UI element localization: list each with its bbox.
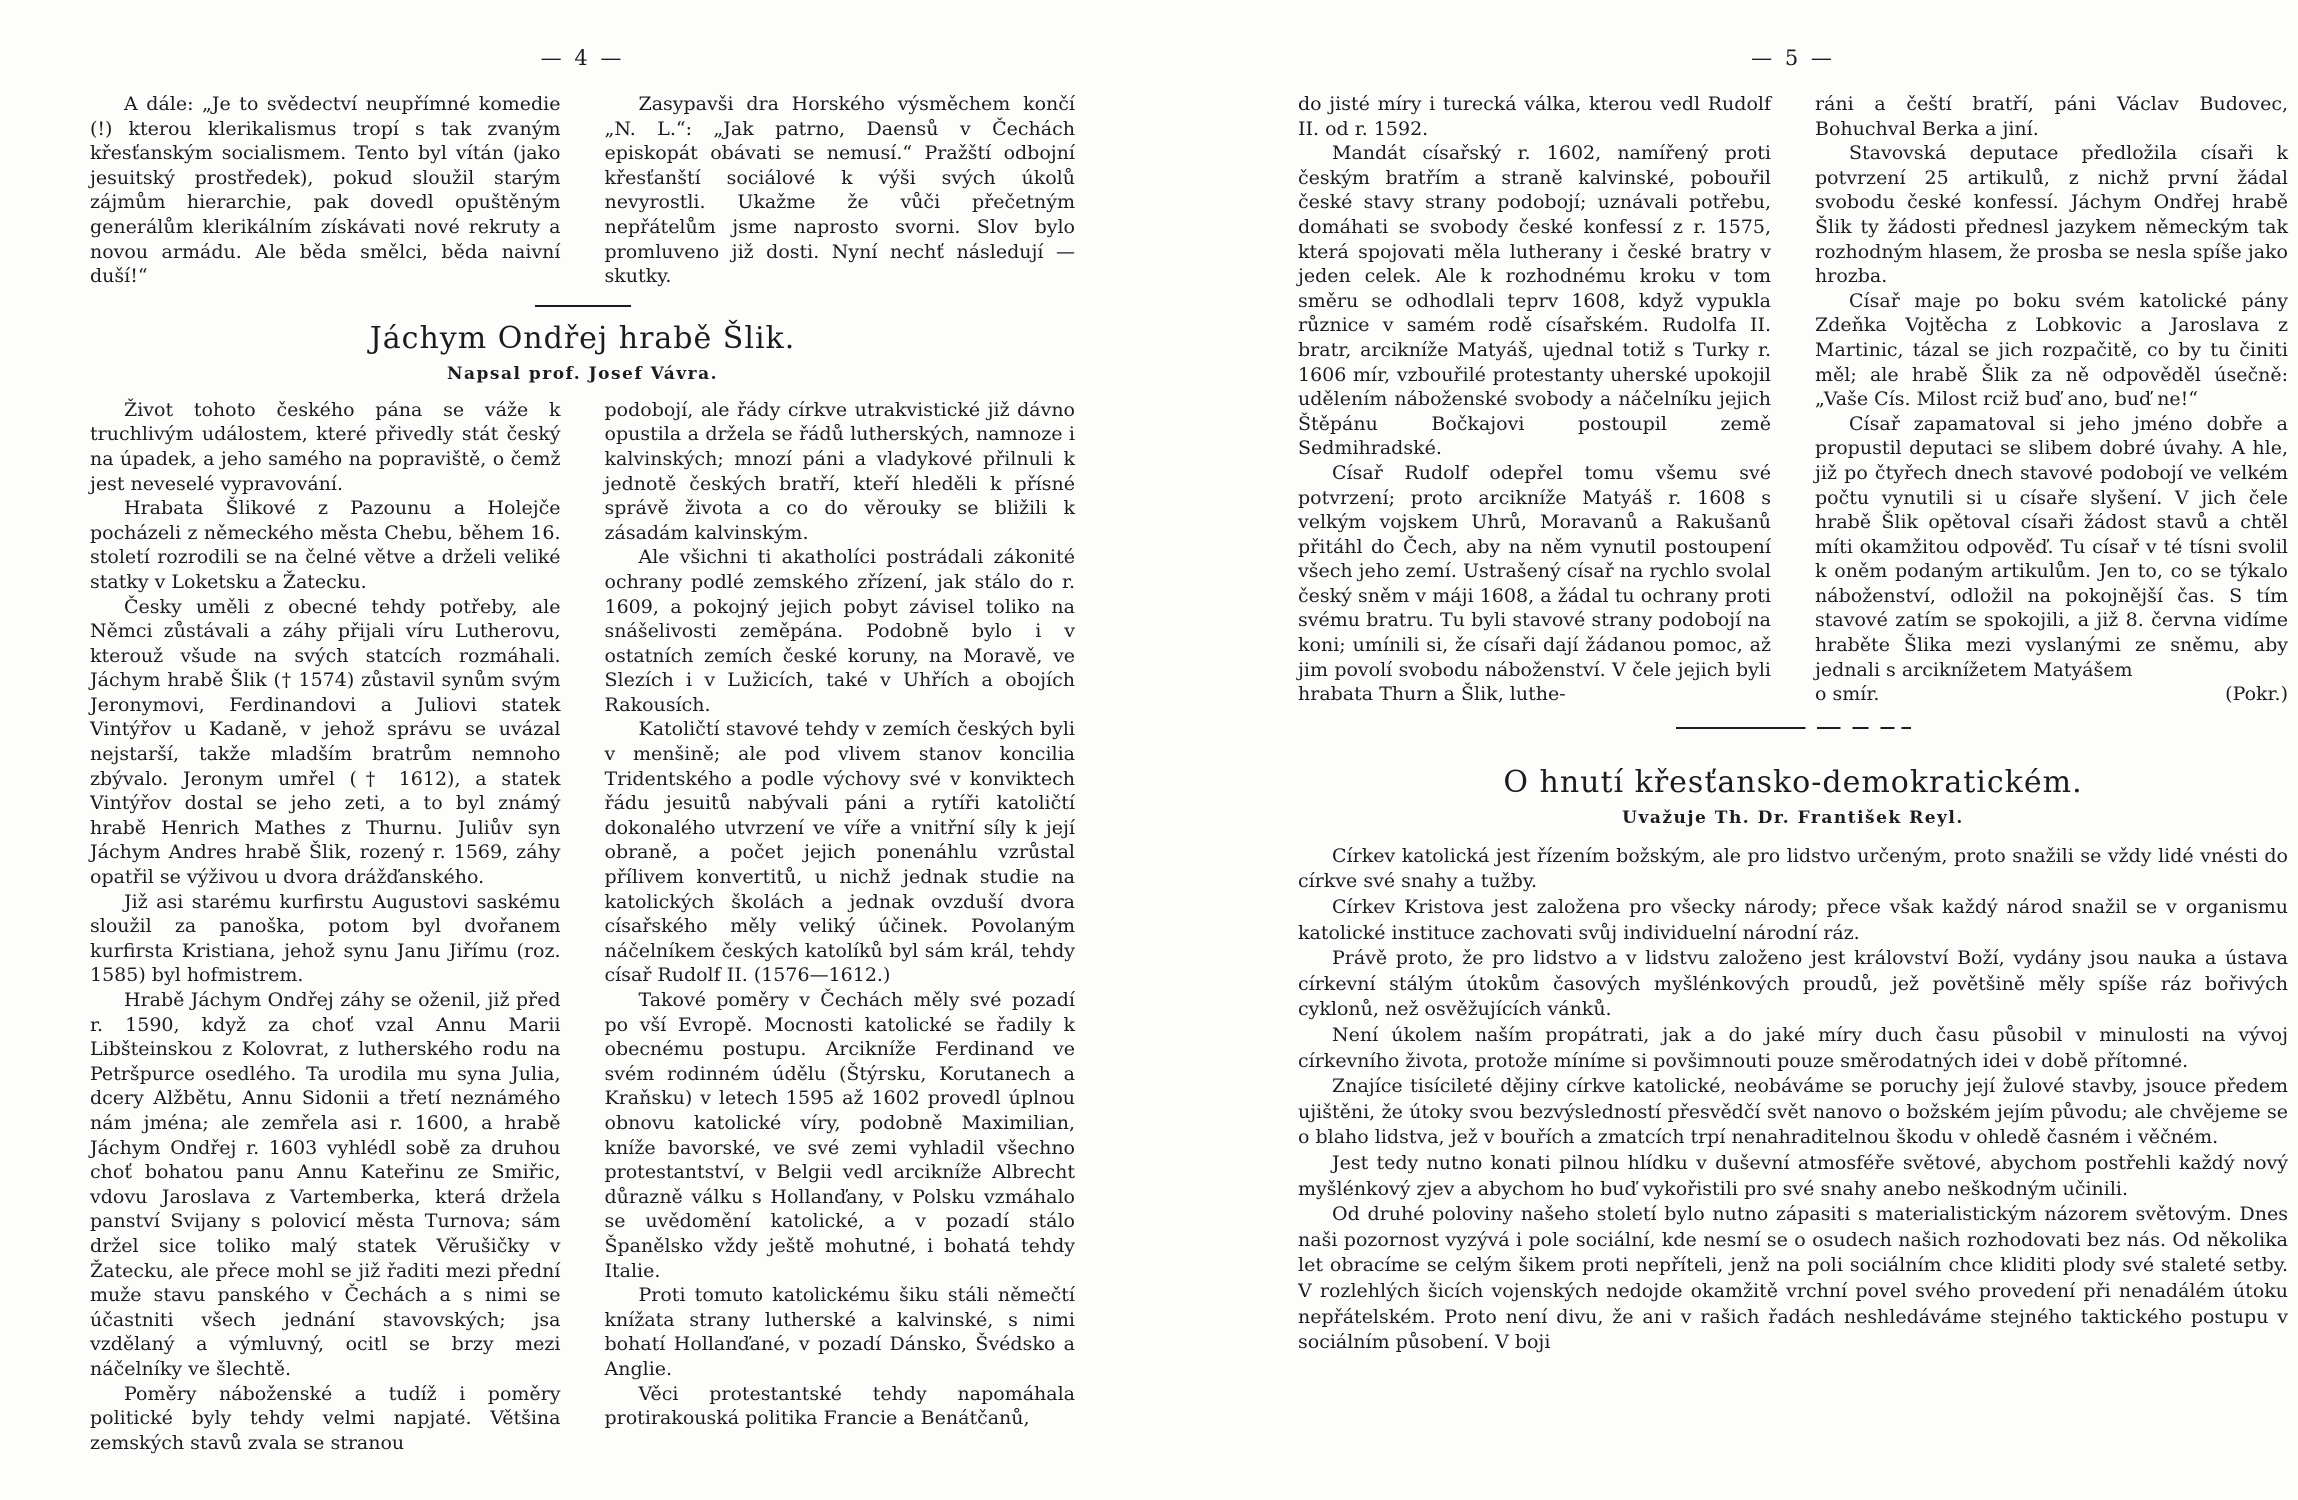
paragraph: Poměry náboženské a tudíž i poměry politické byly tehdy velmi napjaté. Většina zemských stavů zvala se stranou bbox=[90, 1382, 561, 1454]
article-1-byline: Napsal prof. Josef Vávra. bbox=[446, 363, 719, 384]
paragraph: Ale všichni ti akatholíci postrádali zákonité ochrany podlé zemského zřízení, jak stálo do r. 1609, a pokojný jejich pobyt závisel toliko na snášelivosti zeměpána. Podobně bylo i v ostatních zemích české koruny, na Moravě, ve Slezích i v Lužicích, také v Uhřích a obojích Rakousích. bbox=[604, 546, 1075, 716]
paragraph: ráni a čeští bratří, páni Václav Budovec, Bohuchval Berka a jiní. bbox=[1815, 93, 2288, 140]
paragraph: A dále: „Je to svědectví neupřímné komedie (!) kterou klerikalismus tropí s tak zvaným křesťanským socialismem. Tento byl vítán (jako jesuitský prostředek), pokud sloužil starým zájmům hierarchie, pak dovedl opuštěným generálům klerikálním získávati nové rekruty a novou armádu. Ale běda smělci, běda naivní duší!“ bbox=[90, 93, 561, 288]
paragraph: Znajíce tisícileté dějiny církve katolické, neobáváme se poruchy její žulové stavby, jsouce předem ujištěni, že útoky svou bezvýsledností přesvědčí svět nanovo o božském jejím původu; ale chvějeme se o blaho lidstva, jež v bouřích a zmatcích trpí nenahraditelnou škodu v ohledě časném i věčném. bbox=[1298, 1075, 2288, 1149]
paragraph: Proti tomuto katolickému šiku stáli němečtí knížata strany lutherské a kalvinské, s nimi bohatí Hollanďané, v pozadí Dánsko, Švédsko a Anglie. bbox=[604, 1284, 1075, 1380]
paragraph: Jest tedy nutno konati pilnou hlídku v duševní atmosféře světové, abychom postřehli každý nový myšlénkový zjev a abychom ho buď vykořistili pro své snahy anebo neškodným učinili. bbox=[1298, 1151, 2288, 1200]
prev-article-col-1 bbox=[90, 92, 561, 289]
page-5 bbox=[1298, 0, 2288, 1356]
article-1-closing-words: o smír. bbox=[1815, 683, 1880, 706]
article-1-col-1 bbox=[90, 398, 561, 1456]
paragraph: Církev katolická jest řízením božským, ale pro lidstvo určeným, proto snažili se vždy lidé vnésti do církve své snahy a tužby. bbox=[1298, 844, 2288, 893]
article-1-cont-col-1 bbox=[1298, 92, 1771, 707]
continuation-mark: (Pokr.) bbox=[2225, 683, 2288, 706]
article-1-last-line bbox=[1815, 682, 2288, 707]
paragraph: podobojí, ale řády církve utrakvistické již dávno opustila a držela se řádů lutherských, namnoze i kalvinských; mnozí páni a vladykové přilnuli k jednotě českých bratří, kteří hleděli k přísné správě života a co do věrouky se bližili k zásadám kalvinským. bbox=[604, 398, 1075, 544]
paragraph: Katoličtí stavové tehdy v zemích českých byli v menšině; ale pod vlivem stanov koncilia Tridentského a podle výchovy své v konviktech řádu jesuitů nabývali páni a rytíři katoličtí dokonalého utvrzení ve víře a vnitřní síly k její obraně, a počet jejich ponenáhlu vzrůstal přílivem konvertitů, u nichž jednak studie na katolických školách a jednak ovzduší dvora císařského měly veliký účinek. Povolaným náčelníkem českých katolíků byl sám král, tehdy císař Rudolf II. (1576—1612.) bbox=[604, 718, 1075, 987]
paragraph: Takové poměry v Čechách měly své pozadí po vší Evropě. Mocnosti katolické se řadily k obecnému postupu. Arcikníže Ferdinand ve svém rodinném údělu (Štýrsku, Korutanech a Kraňsku) v letech 1595 až 1602 provedl úplnou obnovu katolické víry, podobně Maximilian, kníže bavorské, ve své zemi vyhladil všechno protestantství, v Belgii vedl arcikníže Albrecht důrazně válku s Hollanďany, v Polsku vzmáhalo se uvědomění katolické, a v pozadí stálo Španělsko vždy ještě mohutné, i bohatá tehdy Italie. bbox=[604, 989, 1075, 1282]
paragraph: Hrabata Šlikové z Pazounu a Holejče pocházeli z německého města Chebu, během 16. století rozrodili se na čelné větve a drželi veliké statky v Loketsku a Žatecku. bbox=[90, 497, 561, 593]
page-4-number: — 4 — bbox=[540, 46, 625, 70]
paragraph: Již asi starému kurfirstu Augustovi saskému sloužil za panoška, potom byl dvořanem kurfirsta Kristiana, jehož synu Janu Jiřímu (roz. 1585) byl hofmistrem. bbox=[90, 890, 561, 987]
prev-article-end-section bbox=[90, 92, 1075, 289]
article-1-col-2 bbox=[605, 398, 1076, 1456]
paragraph: Zasypavši dra Horského výsměchem končí „N. L.“: „Jak patrno, Daensů v Čechách episkopát obávati se nemusí.“ Pražští odbojní křesťanští sociálové k výši svých úkolů nevyrostli. Ukažme že vůči přečetným nepřátelům jsme naprosto svorni. Slov bylo promluveno již dosti. Nyní nechť následují — skutky. bbox=[604, 93, 1075, 288]
paragraph: Církev Kristova jest založena pro všecky národy; přece však každý národ snažil se v organismu katolické instituce zachovati svůj individuelní národní ráz. bbox=[1298, 896, 2288, 944]
article-1-continued-section bbox=[1298, 92, 2288, 707]
article-1-body bbox=[90, 398, 1075, 1456]
paragraph: Česky uměli z obecné tehdy potřeby, ale Němci zůstávali a záhy přijali víru Lutherovu, kterouž všude na svých statcích rozmáhali. Jáchym hrabě Šlik († 1574) zůstavil synům svým Jeronymovi, Ferdinandovi a Juliovi statek Vintýřov u Kadaně, v jehož správu se uvázal nejstarší, takže mladším bratrům nemnoho zbývalo. Jeronym umřel († 1612), a statek Vintýřov dostal se jeho zeti, a to byl známý hrabě Henrich Mathes z Thurnu. Juliův syn Jáchym Andres hrabě Šlik, rozený r. 1569, záhy opatřil se výživou u dvora drážďanského. bbox=[90, 595, 561, 889]
paragraph: Hrabě Jáchym Ondřej záhy se oženil, již před r. 1590, když za choť vzal Annu Marii Libšteinskou z Kolovrat, z lutherského rodu na Petršpurce osedlého. Ta urodila mu syna Julia, dcery Alžbětu, Annu Sidonii a třetí neznámého nám jména; ale zemřela asi r. 1600, a hrabě Jáchym Ondřej r. 1603 vyhlédl sobě za druhou choť bohatou panu Annu Kateřinu ze Smiřic, vdovu Jaroslava z Vartemberka, která držela panství Svijany s polovicí města Turnova; sám držel sice toliko malý statek Věrušičky v Žatecku, ale přece mohl se již řaditi mezi přední muže stavu panského v Čechách a s nimi se účastniti všech jednání stavovských; jsa vzdělaný a výmluvný, ocitl se brzy mezi náčelníky ve šlechtě. bbox=[90, 989, 561, 1380]
paragraph: Stavovská deputace předložila císaři k potvrzení 25 artikulů, z nichž první žádal svobodu české konfessí. Jáchym Ondřej hrabě Šlik ty žádosti přednesl jazykem německým tak rozhodným hlasem, že prosba se nesla spíše jako hrozba. bbox=[1815, 142, 2288, 288]
page-4 bbox=[90, 0, 1075, 1455]
article-2-byline: Uvažuje Th. Dr. František Reyl. bbox=[1622, 807, 1964, 828]
section-divider bbox=[535, 305, 631, 307]
page-5-number: — 5 — bbox=[1751, 46, 1835, 70]
article-1-cont-col-2 bbox=[1815, 92, 2288, 707]
paragraph: do jisté míry i turecká válka, kterou vedl Rudolf II. od r. 1592. bbox=[1298, 93, 1771, 140]
article-1-title: Jáchym Ondřej hrabě Šlik. bbox=[369, 320, 796, 356]
prev-article-col-2 bbox=[605, 92, 1076, 289]
paragraph: Císař maje po boku svém katolické pány Zdeňka Vojtěcha z Lobkovic a Jaroslava z Martinic, tázal se jich rozpačitě, co by tu činiti měl; ale hrabě Šlik za ně odpověděl úsečně: „Vaše Cís. Milost rciž buď ano, buď ne!“ bbox=[1815, 289, 2288, 411]
paragraph: Mandát císařský r. 1602, namířený proti českým bratřím a straně kalvinské, pobouřil české stavy strany podobojí; uznávali potřebu, domáhati se svobody české konfessí z r. 1575, která spojovati měla lutherany i české bratry v jeden celek. Ale k rozhodnému kroku v tom směru se odhodlali teprv 1608, když vypukla různice v samém rodě císařském. Rudolfa II. bratr, arcikníže Matyáš, ujednal totiž s Turky r. 1606 mír, vzbouřilé protestanty uherské upokojil udělením náboženské svobody a náčelníku jejich Štěpánu Bočkajovi postoupil země Sedmihradské. bbox=[1298, 142, 1771, 460]
paragraph: Císař Rudolf odepřel tomu všemu své potvrzení; proto arcikníže Matyáš r. 1608 s velkým vojskem Uhrů, Moravanů a Rakušanů přitáhl do Čech, aby na něm vynutil postoupení všech jeho zemí. Ustrašený císař na rychlo svolal český sněm v máji 1608, a žádal tu ochrany proti svému bratru. Tu byli stavové strany podobojí na koni; umínili si, že císaři dají žádanou pomoc, až jim povolí svobodu náboženství. V čele jejich byli hrabata Thurn a Šlik, luthe- bbox=[1298, 461, 1771, 706]
paragraph: Od druhé poloviny našeho století bylo nutno zápasiti s materialistickým názorem světovým. Dnes naši pozornost vyzývá i pole sociální, kde nesmí se o osudech našich rozhodovati bez nás. Od několika let obracíme se celým šikem proti nepříteli, jenž na poli sociálním chce kliditi plody své staleté setby. V rozlehlých šicích vojenských nedojde okamžitě vrchní povel svého provedení při nenadálém útoku nepřátelském. Proto není divu, že ani v rašich řadách neshledáváme stejného taktického postupu v sociálním působení. V boji bbox=[1298, 1203, 2288, 1354]
article-2-title: O hnutí křesťansko-demokratickém. bbox=[1503, 764, 2083, 800]
paragraph: Život tohoto českého pána se váže k truchlivým událostem, které přivedly stát český na úpadek, a jeho samého na popraviště, o čemž jest neveselé vypravování. bbox=[90, 398, 561, 495]
section-divider bbox=[1676, 727, 1911, 729]
paragraph: Věci protestantské tehdy napomáhala protirakouská politika Francie a Benátčanů, bbox=[604, 1382, 1075, 1430]
paragraph: Císař zapamatoval si jeho jméno dobře a propustil deputaci se slibem dobré úvahy. A hle, již po čtyřech dnech stavové podobojí ve velkém počtu vynutili si u císaře slyšení. V jich čele hrabě Šlik opětoval císaři žádost stavů a chtěl míti okamžitou odpověď. Tu císař v té tísni svolil k oněm podaným artikulům. Jen to, co se týkalo náboženství, odložil na pokojnější čas. S tím stavové zatím se spokojili, a již 8. června vidíme hraběte Šlika mezi vyslanými ze sněmu, aby jednali s arciknížetem Matyášem bbox=[1815, 412, 2288, 681]
paragraph: Právě proto, že pro lidstvo a v lidstvu založeno jest království Boží, vydány jsou nauka a ústava církevní stálým útokům časových myšlénkových proudů, jež povětšině měly spíše ráz bořivých cyklonů, než osvěžujících vánků. bbox=[1298, 947, 2288, 1021]
article-2-body bbox=[1298, 844, 2288, 1356]
paragraph: Není úkolem naším propátrati, jak a do jaké míry duch času působil v minulosti na vývoj církevního života, protože míníme si povšimnouti pouze směrodatných idei v době přítomné. bbox=[1298, 1024, 2288, 1072]
